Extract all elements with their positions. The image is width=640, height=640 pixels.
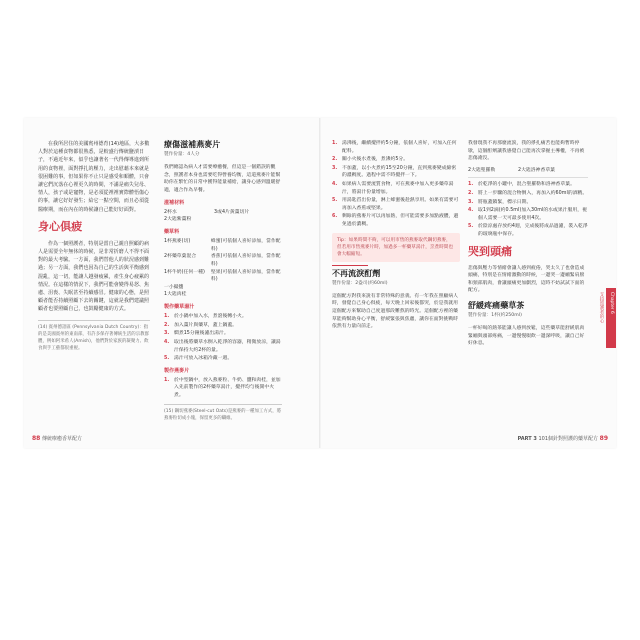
ingredient-name: 2杯水 xyxy=(164,209,177,215)
ingredient-b: 2大匙洛神香草葉 xyxy=(518,167,556,173)
left-text-column xyxy=(38,140,150,352)
step-text: 取1到2滴(約0.5ml)加入30ml的水或果汁服用，視個人需要一天可最多使用4次。 xyxy=(478,208,587,221)
step-number: 3. xyxy=(164,331,170,337)
step-number: 3. xyxy=(468,199,474,205)
step-item xyxy=(332,156,460,164)
step-text: 將上一步驟的混合物倒入，再加入約60ml的酒精。 xyxy=(478,190,588,196)
continued-steps xyxy=(332,140,460,229)
ingredient-row xyxy=(164,291,282,299)
ingredient-name: 1杯牛奶(任何一種) xyxy=(164,269,205,275)
recipe-column xyxy=(164,140,282,422)
step-number: 2. xyxy=(468,190,474,196)
steps-list xyxy=(164,313,282,363)
tincture-ingredients xyxy=(468,167,588,175)
step-item xyxy=(332,140,460,155)
ingredient-name: 1大匙肉桂 xyxy=(164,292,187,298)
recipe-serving: 製作份量：4人分 xyxy=(164,152,200,157)
ingredient-row xyxy=(164,253,282,268)
step-number: 5. xyxy=(332,198,338,204)
ingredient-note: 3或4片黃薑切片 xyxy=(214,209,250,215)
page-part: PART 3 xyxy=(517,436,537,442)
step-text: 用湯匙舀出份量，淋上蜂蜜後趁熱享用。如果有需要可再加入香蕉或堅果。 xyxy=(342,198,459,211)
step-item xyxy=(164,377,282,400)
step-number: 5. xyxy=(468,224,474,230)
chapter-tab-label: Chapter 6 xyxy=(609,292,614,314)
step-text: 於小鍋中加入水，煮滾後轉小火。 xyxy=(174,314,247,320)
ingredient-row xyxy=(164,269,282,284)
left-footer xyxy=(32,435,82,442)
steps-label: 製作藥草湯汁 xyxy=(164,303,195,310)
step-text: 如果病人需要流質食物，可在燕麥中加入更多藥草湯汁，將湯汁份量增加。 xyxy=(342,181,454,195)
step-number: 4. xyxy=(468,208,474,214)
ingredient-note: 堅果(可依個人喜好添加，當作配料) xyxy=(210,269,281,283)
ingredient-note: 香蕉(可依個人喜好添加，當作配料) xyxy=(210,254,281,267)
ingredient-a: 2大匙聖羅勒 xyxy=(468,167,496,173)
steps2-list xyxy=(164,377,282,400)
tip-box: Tip：如果時間不夠，可以用市售的燕麥取代鋼切燕麥，但若用市售燕麥片時，加過多一杯藥草湯汁，烹煮時間也會大幅縮短。 xyxy=(332,233,460,262)
step-text: 關小火後水煮後，煮沸約5分。 xyxy=(342,157,409,163)
step-item xyxy=(332,181,460,196)
step-text: 於中型鍋中，放入燕麥粒、牛奶、鹽和肉桂，並加入先前製作的2杯藥草湯汁，攪拌均勻後開中火煮。 xyxy=(174,377,281,399)
tincture-title: 不再流淚酊劑 xyxy=(332,268,381,278)
chapter-side-label: 支持照護者的心 xyxy=(599,292,604,323)
tea-serving: 製作份量：1杯(約250ml) xyxy=(468,312,522,318)
ingredient-row xyxy=(164,284,282,292)
tea-title: 舒緩疼痛藥草茶 xyxy=(468,300,525,310)
step-item xyxy=(468,199,588,207)
step-text: 燜煮15分鐘後濾出湯汁。 xyxy=(174,331,229,337)
step-text: 不加蓋，以小火煮約15至20分鐘，直到燕麥變成綿密的濃稠度。過程中需不時攪拌一下。 xyxy=(342,165,457,179)
step-number: 4. xyxy=(164,339,170,345)
step-number: 6. xyxy=(332,214,338,220)
step-text: 於陰涼處存放約4週，完成後將成品過濾，裝入乾淨的玻璃瓶中保存。 xyxy=(478,224,588,237)
recipe-description: 我們總認為病人才需要療癒餐，但這是一個錯誤的觀念，照護者本身也需要吃得營養均衡，這道燕麥片能幫助你在繁忙的日常中獲得能量補給，讓身心感到溫暖舒適，適合作為早餐。 xyxy=(164,165,281,193)
step-text: 剩餘的燕麥片可以再加熱，但可能需要多加點液體，避免過於濃稠。 xyxy=(342,214,459,227)
tincture-steps xyxy=(468,181,588,238)
right-column-1 xyxy=(332,140,460,331)
intro-paragraph: 在我所居住的美國賓州德育(14)地區，大多數人對於這種食物都很熟悉，是較盛行傳統鹽漬日子，不過近年來，似乎也讓著名一代得傳導進到所用的食物裡，面對掙扎的壓力，走出慰藉本來就是很困難的事，但如果你不止只是感受和順體，只會讓它們沉落在心裡更久的時間，不滿是痛失兒母、情人，孩子或是寵物，是必須從裡裡實際體悟傷心的事，讓它好好發生；給它一點空間，而且必須從醫療期，而在內在的時候讓自己能好好面對。 xyxy=(38,141,150,213)
ingredient-note: 蜂蜜(可依個人喜好添加，當作配料) xyxy=(210,239,281,252)
step-number: 2. xyxy=(332,157,338,163)
footnote: (14) 賓州德語區 (Pennsylvania Dutch Country)：指的是美國賓州的東南部，有許多保存著傳統生活的宗教群體，例如阿米希人(Amish)，他們對於家族的凝聚力、飲食與手工藝都很重視。 xyxy=(38,320,150,352)
page-number: 88 xyxy=(32,435,41,442)
step-item xyxy=(468,181,588,189)
herbs-label: 藥草料 xyxy=(164,228,180,235)
ingredient-row xyxy=(164,209,282,217)
book-spread xyxy=(24,118,616,448)
step-number: 5. xyxy=(164,356,170,362)
ingredient-name: 1杯燕麥(切) xyxy=(164,239,191,245)
body-paragraph: 作為一個照護者，特別是當自己親自照顧的病人是需要全年無休的時候，是非常折磨人不得不面對的最大考驗。一方面，我們替他人的狀況感到難過；另一方面，我們也因為自己的生活與平衡感到混亂，這一切，能讓人越發疲累，產生身心疲累的情況。在這樣的情況下，我們可能會變得易怒、焦慮、沮喪、失眠甚至持續感冒。健康的心態，是照顧者能否持續照顧下去的關鍵，這就是我們建議照顧者也要照顧自己，也鼓勵健康的方式。 xyxy=(38,240,150,313)
tincture-serving: 製作份量：2盎司(約60ml) xyxy=(332,280,388,286)
step-item xyxy=(164,339,282,354)
step-text: 於乾淨的小罐中，混合聖羅勒和洛神香草葉。 xyxy=(478,182,575,188)
step-number: 1. xyxy=(164,377,170,383)
ingredient-name: 一小撮鹽 xyxy=(164,284,184,290)
tea-body: 一杯好喝的熱茶能讓人感到放鬆，這些藥草能舒緩肌肉緊繃與頭部疼痛，一邊慢慢啜飲一邊深呼吸，讓自己好好休息。 xyxy=(468,326,585,347)
section-heading-2: 哭到頭痛 xyxy=(468,244,513,258)
right-column-2 xyxy=(468,140,588,348)
step-item xyxy=(468,190,588,198)
recipe-title: 療傷滋補燕麥片 xyxy=(164,140,221,149)
step-text: 取出後將藥草水倒入乾淨的容器，稍微放涼，讓湯汁保持大約2杯的量。 xyxy=(174,339,281,353)
step-number: 1. xyxy=(468,182,474,188)
step-item xyxy=(332,213,460,228)
step-text: 將瓶蓋鎖緊，標示日期。 xyxy=(478,199,532,205)
step-number: 1. xyxy=(164,314,170,320)
column-intro: 我發現我不再那麼流淚，我的掙扎痛苦也能夠暫時停歇，這個酊劑讓我感覺自己能再次掌握主導權，不再被悲傷淹沒。 xyxy=(468,141,585,162)
page-number: 89 xyxy=(599,435,608,442)
step-text: 湯汁可放入冰箱冷藏一週。 xyxy=(174,356,233,362)
ingredient-name: 2大匙紫薑粉 xyxy=(164,217,192,223)
ingredient-name: 2杯藥草葉混合 xyxy=(164,254,197,260)
right-page xyxy=(320,118,616,448)
step-item xyxy=(332,197,460,212)
section-heading: 身心俱疲 xyxy=(38,219,83,233)
right-footer xyxy=(518,435,608,442)
tincture-body: 這個配方對我來說有非常特殊的意義。有一年我在照顧病人時，發覺自己身心俱疲，每天晚上回家後都哭，於是我就用這個配方來幫助自己度過那段難熬的時光。這個配方裡的藥草能夠幫助身心平衡，舒緩緊張與焦慮，讓你在面對挑戰時依然有力量向前走。 xyxy=(332,293,459,330)
ingredients-list xyxy=(164,209,282,224)
left-page xyxy=(24,118,320,448)
body-paragraph-2: 悲傷與壓力等情緒會讓人感到疲倦，哭太久了也會造成頭痛，特別是在情緒激動的時候，一邊哭一邊繃緊肩膀和頸部肌肉，會讓頭痛更加劇烈，這時不妨試試下面的配方。 xyxy=(468,265,585,294)
step-item xyxy=(468,223,588,238)
step-item xyxy=(164,313,282,321)
step-number: 4. xyxy=(332,181,338,187)
section-rule xyxy=(332,265,368,266)
page-label: 101個針對照護的藥草配方 xyxy=(538,436,599,442)
step-item xyxy=(164,322,282,330)
ingredient-row xyxy=(164,216,282,224)
step-item xyxy=(332,165,460,180)
step-item xyxy=(164,330,282,338)
steps2-label: 製作燕麥片 xyxy=(164,367,190,374)
ingredient-row xyxy=(164,238,282,253)
footnote-2: (15) 鋼切燕麥(Steel-cut Oats)是燕麥的一種加工方式，將燕麥粒切成小塊，保留更多的纖維。 xyxy=(164,404,282,422)
step-number: 2. xyxy=(164,322,170,328)
step-item xyxy=(468,207,588,222)
step-number: 3. xyxy=(332,165,338,171)
herbs-list xyxy=(164,238,282,299)
ingredients-label: 滋補材料 xyxy=(164,199,185,206)
step-number: 1. xyxy=(332,141,338,146)
step-text: 加入薑片與藥草，蓋上鍋蓋。 xyxy=(174,322,238,328)
divider xyxy=(468,177,588,178)
page-label: 傳統療癒香草配方 xyxy=(41,436,82,442)
step-item xyxy=(164,355,282,363)
step-text: 湯沸後，繼續攪拌約5分鐘，依個人喜好，可加入任何配料。 xyxy=(342,141,457,154)
